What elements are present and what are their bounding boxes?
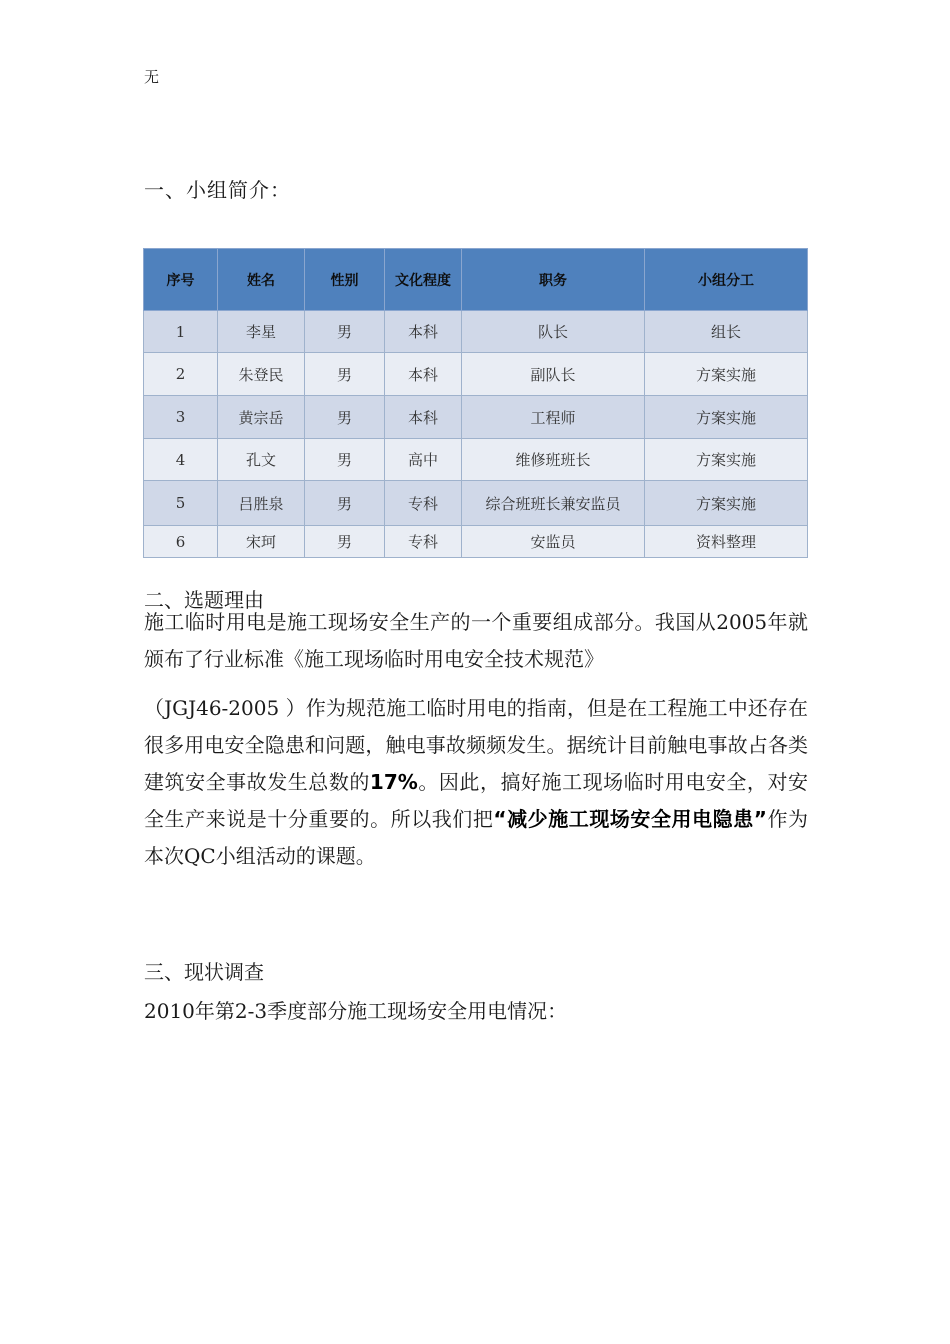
cell-position: 综合班班长兼安监员 <box>462 481 645 526</box>
reason-paragraph-1: 施工临时用电是施工现场安全生产的一个重要组成部分。我国从2005年就颁布了行业标准《施工现场临时用电安全技术规范》 <box>144 610 808 671</box>
reason-text-c: 作为本次QC小组活动的课题。 <box>144 807 808 868</box>
cell-index: 5 <box>144 481 218 526</box>
cell-education: 专科 <box>385 481 462 526</box>
cell-position: 维修班班长 <box>462 439 645 481</box>
cell-name: 吕胜泉 <box>218 481 305 526</box>
cell-role: 方案实施 <box>645 439 808 481</box>
table-row <box>144 353 808 396</box>
cell-index: 2 <box>144 353 218 396</box>
cell-name: 宋珂 <box>218 526 305 558</box>
cell-education: 本科 <box>385 396 462 439</box>
cell-index: 3 <box>144 396 218 439</box>
table-row <box>144 396 808 439</box>
header-education: 文化程度 <box>385 249 462 311</box>
survey-paragraph: 2010年第2-3季度部分施工现场安全用电情况： <box>144 999 568 1023</box>
reason-text-a: （JGJ46-2005 ）作为规范施工临时用电的指南，但是在工程施工中还存在很多用电安全隐患和问题，触电事故频频发生。据统计目前触电事故占各类建筑安全事故发生总数的 <box>144 696 808 794</box>
cell-name: 孔文 <box>218 439 305 481</box>
cell-gender: 男 <box>305 439 385 481</box>
header-index: 序号 <box>144 249 218 311</box>
cell-education: 本科 <box>385 353 462 396</box>
cell-name: 李星 <box>218 311 305 353</box>
cell-index: 6 <box>144 526 218 558</box>
reason-text-b: 。因此，搞好施工现场临时用电安全，对安全生产来说是十分重要的。所以我们把 <box>144 770 809 831</box>
cell-gender: 男 <box>305 396 385 439</box>
header-role: 小组分工 <box>645 249 808 311</box>
cell-position: 安监员 <box>462 526 645 558</box>
cell-position: 工程师 <box>462 396 645 439</box>
header-name: 姓名 <box>218 249 305 311</box>
accident-percentage: 17% <box>369 770 418 794</box>
header-gender: 性别 <box>305 249 385 311</box>
table-row <box>144 526 808 558</box>
table-row <box>144 311 808 353</box>
cell-role: 方案实施 <box>645 353 808 396</box>
cell-role: 资料整理 <box>645 526 808 558</box>
top-note: 无 <box>144 68 160 86</box>
cell-gender: 男 <box>305 311 385 353</box>
table-row <box>144 481 808 526</box>
member-table <box>143 248 808 558</box>
section-heading-intro: 一、小组简介： <box>144 178 291 202</box>
cell-gender: 男 <box>305 481 385 526</box>
cell-gender: 男 <box>305 526 385 558</box>
cell-role: 组长 <box>645 311 808 353</box>
activity-topic: “减少施工现场安全用电隐患” <box>493 807 767 831</box>
cell-role: 方案实施 <box>645 396 808 439</box>
cell-index: 4 <box>144 439 218 481</box>
cell-education: 本科 <box>385 311 462 353</box>
table-row <box>144 439 808 481</box>
cell-role: 方案实施 <box>645 481 808 526</box>
section-heading-reason: 二、选题理由 <box>144 588 264 612</box>
cell-position: 副队长 <box>462 353 645 396</box>
cell-education: 专科 <box>385 526 462 558</box>
cell-position: 队长 <box>462 311 645 353</box>
section-heading-survey: 三、现状调查 <box>144 960 264 984</box>
table-header-row <box>144 249 808 311</box>
cell-name: 朱登民 <box>218 353 305 396</box>
cell-gender: 男 <box>305 353 385 396</box>
cell-name: 黄宗岳 <box>218 396 305 439</box>
cell-index: 1 <box>144 311 218 353</box>
reason-paragraph-2 <box>144 690 808 875</box>
header-position: 职务 <box>462 249 645 311</box>
cell-education: 高中 <box>385 439 462 481</box>
